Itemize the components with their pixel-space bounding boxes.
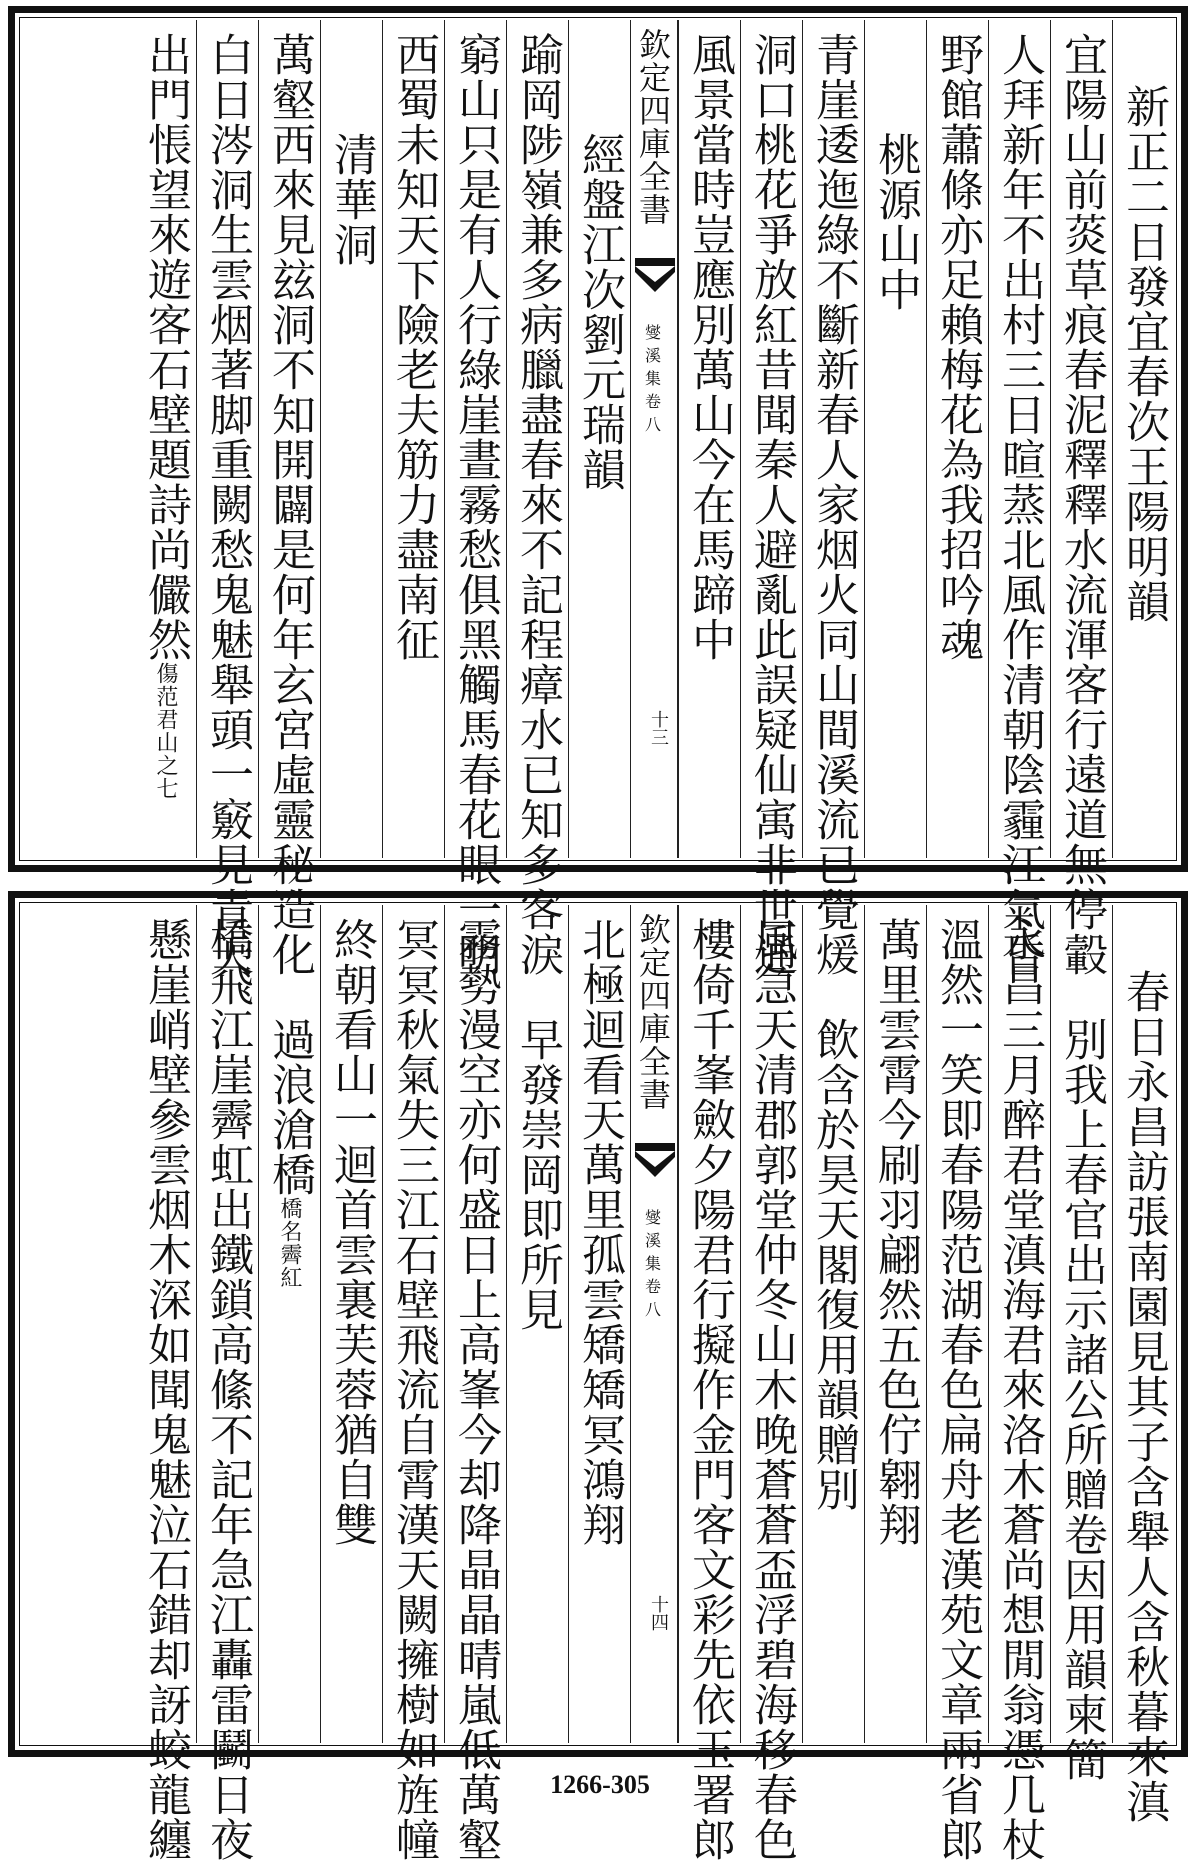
text-column (926, 905, 988, 1862)
volume-label (645, 1205, 669, 1320)
text-column (320, 20, 382, 858)
text-column (506, 20, 568, 977)
text-column (802, 905, 864, 1743)
text-column (134, 905, 196, 1862)
column-text: 橋飛江崖霽虹出鐵鎖高絛不記年急江轟雷鬬日夜 (202, 917, 253, 1862)
column-text: 新正二日發宜春次王陽明韻 (1118, 84, 1169, 624)
text-column (988, 905, 1050, 1862)
text-column (258, 20, 320, 977)
center-fold-column (630, 905, 678, 1743)
column-text: 風景當時豈應別萬山今在馬蹄中 (684, 32, 735, 662)
column-text: 終朝看山一迴首雲裏芙蓉猶自雙 (326, 917, 377, 1547)
text-column (864, 20, 926, 858)
verse-title: 過浪滄橋 (264, 1017, 315, 1197)
top-page-columns (22, 20, 1174, 977)
column-text: 冥冥秋氣失三江石壁飛流自霄漢天闕擁樹如旌幢 (388, 917, 439, 1862)
page-code-footer: 1266-305 (550, 1770, 650, 1799)
text-column (444, 20, 506, 977)
column-text: 萬壑西來見玆洞不知開闢是何年玄宮虛靈秘造化 (264, 32, 315, 977)
text-column (1112, 905, 1174, 1824)
text-column (988, 20, 1050, 977)
text-column (320, 905, 382, 1743)
column-text: 樓倚千峯斂夕陽君行擬作金門客文彩先依玉署郎 (684, 917, 735, 1862)
text-column (926, 20, 988, 858)
column-text: 萬里雲霄今刷羽翩然五色佇翱翔 (870, 917, 921, 1547)
interlinear-note: 傷范君山之七 (153, 662, 178, 800)
text-column (1112, 20, 1174, 858)
folio-number: 十三 (648, 710, 669, 746)
column-text: 霧勢漫空亦何盛日上高峯今却降晶晶晴嵐低萬壑 (450, 917, 501, 1862)
folio-number: 十四 (648, 1595, 669, 1631)
fishtail-mark-icon (635, 258, 675, 298)
fishtail-mark-icon (635, 1143, 675, 1183)
text-column (196, 20, 258, 977)
column-text: 洞口桃花爭放紅昔聞秦人避亂此誤疑仙㝢非世通 (746, 32, 797, 977)
column-text: 飲含於昊天閣復用韻贈別 (808, 1017, 859, 1512)
column-text: 人拜新年不出村三日暄蒸北風作清朝陰霾江氣昏 (994, 32, 1045, 977)
volume-title: 燮溪集 (645, 1208, 662, 1273)
column-text: 白日涔洞生雲烟著脚重闕愁鬼魅舉頭一竅見青天 (202, 32, 253, 977)
text-column (444, 905, 506, 1862)
column-text: 永昌三月醉君堂滇海君來洛木蒼尚想閒翁憑几杖 (994, 917, 1045, 1862)
text-column (1050, 905, 1112, 1782)
column-text: 宜陽山前菼草痕春泥釋釋水流渾客行遠道無停轂 (1056, 32, 1107, 977)
column-text: 風急天清郡郭堂仲冬山木晚蒼蒼盃浮碧海移春色 (746, 917, 797, 1862)
text-column (740, 905, 802, 1862)
column-text: 清華洞 (326, 132, 377, 267)
center-fold-column (630, 20, 678, 858)
column-text: 懸崖峭壁參雲烟木深如聞鬼魅泣石錯却訝蛟龍纏 (140, 917, 191, 1862)
column-text: 踰岡陟嶺兼多病臘盡春來不記程瘴水已知多客淚 (512, 32, 563, 977)
volume-title: 燮溪集 (645, 323, 662, 388)
text-column (382, 20, 444, 858)
book-title: 欽定四庫全書 (634, 28, 672, 226)
column-text: 野館蕭條亦足賴梅花為我招吟魂 (932, 32, 983, 662)
text-column (568, 20, 630, 858)
text-column (258, 905, 320, 1743)
text-column (678, 20, 740, 858)
column-text (259, 1017, 320, 1289)
column-text: 桃源山中 (870, 132, 921, 312)
column-text (134, 32, 196, 800)
text-column (1050, 20, 1112, 977)
volume-number: 卷八 (645, 392, 662, 434)
book-title: 欽定四庫全書 (634, 913, 672, 1111)
text-column (568, 905, 630, 1743)
text-column (382, 905, 444, 1862)
text-column (506, 905, 568, 1743)
column-text: 溫然一笑即春陽范湖春色扁舟老漢苑文章兩省郎 (932, 917, 983, 1862)
text-column (678, 905, 740, 1862)
volume-label (645, 320, 669, 435)
verse-text: 出門悵望來遊客石壁題詩尚儼然 (140, 32, 191, 662)
text-column (196, 905, 258, 1862)
text-column (864, 905, 926, 1743)
column-text: 經盤江次劉元瑞韻 (574, 132, 625, 492)
column-text: 別我上春官出示諸公所贈卷因用韻柬簡 (1056, 1017, 1107, 1782)
text-column (740, 20, 802, 977)
top-page-frame (8, 6, 1188, 977)
column-text: 青崖逶迤綠不斷新春人家烟火同山間溪流已覺煖 (808, 32, 859, 977)
interlinear-note: 橋名霽紅 (277, 1197, 302, 1289)
text-column (802, 20, 864, 977)
text-column (134, 20, 196, 858)
volume-number: 卷八 (645, 1277, 662, 1319)
column-text: 春日永昌訪張南園見其子含舉人含秋暮來滇 (1118, 969, 1169, 1824)
column-text: 西蜀未知天下險老夫筋力盡南征 (388, 32, 439, 662)
column-text: 窮山只是有人行綠崖晝霧愁俱黑觸馬春花眼一明 (450, 32, 501, 977)
column-text: 北極迴看天萬里孤雲矯矯冥鴻翔 (574, 917, 625, 1547)
column-text: 早發崇岡即所見 (512, 1017, 563, 1332)
